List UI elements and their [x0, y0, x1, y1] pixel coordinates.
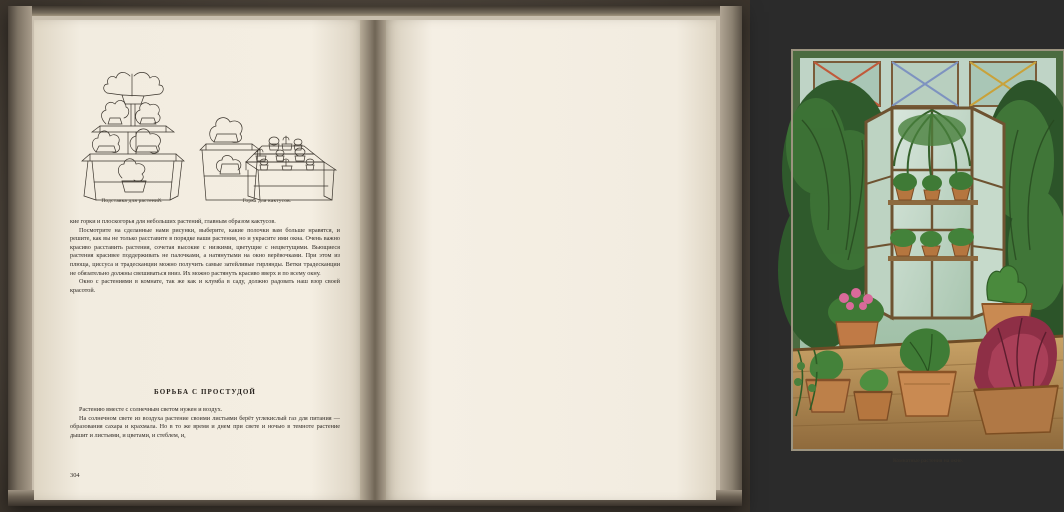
right-page	[386, 20, 963, 500]
paragraph: Растению вместе с солнечным светом нужен и воздух.	[79, 406, 223, 413]
paragraph: Посмотрите на сделанные нами рисунки, выберите, какие полочки вам больше нравятся, и решите, как вы не только расставите в порядке ваши растения, но и украсите ими окна. Очень важно красиво расставить растения, сочетая высокие с низкими, цветущие с нецветущими. Вьющиеся растения красивее поддерживать не палочками, а натянутыми на окно верёвочками. При этом из плюща, циссуса и традесканции можно получить самые затейливые гирлянды. Ветки традесканции не обязательно должны свешиваться вниз. Их можно растянуть красиво вверх и по всему окну.	[70, 226, 340, 277]
line-illustrations	[74, 58, 336, 208]
paragraph: На солнечном свете из воздуха растение своими листьями берёт углекислый газ для питания — образования сахара и крахмала. Но в то же время и днем при свете и ночью в темноте растение дышит и листьями, и цветами, и стеблем, и,	[70, 414, 340, 439]
page-number: 304	[70, 472, 80, 479]
paragraph: Окно с растениями в комнате, так же как и клумба в саду, должно радовать наш взор своей красотой.	[70, 278, 340, 294]
plant-stand-illustration	[78, 68, 194, 208]
book-left-edge	[8, 6, 32, 506]
paragraph-continuation: кие горки и плоскогорья для небольших растений, главным образом кактусов.	[70, 218, 276, 225]
plate-caption: Комнатные растения на окне.	[892, 458, 963, 464]
body-text-block	[70, 218, 340, 295]
color-plate-illustration	[792, 50, 1064, 450]
book-top-edge	[8, 6, 742, 16]
body-text-block-2	[70, 406, 340, 440]
left-page	[34, 20, 364, 500]
book-right-edge	[720, 6, 742, 506]
figure-caption-cactus-rockery: Горка для кактусов.	[242, 198, 292, 204]
open-book	[8, 6, 963, 506]
section-heading: БОРЬБА С ПРОСТУДОЙ	[154, 388, 256, 396]
cactus-rockery-illustration	[200, 100, 336, 208]
figure-caption-plant-stand: Подставка для растений.	[101, 198, 163, 204]
